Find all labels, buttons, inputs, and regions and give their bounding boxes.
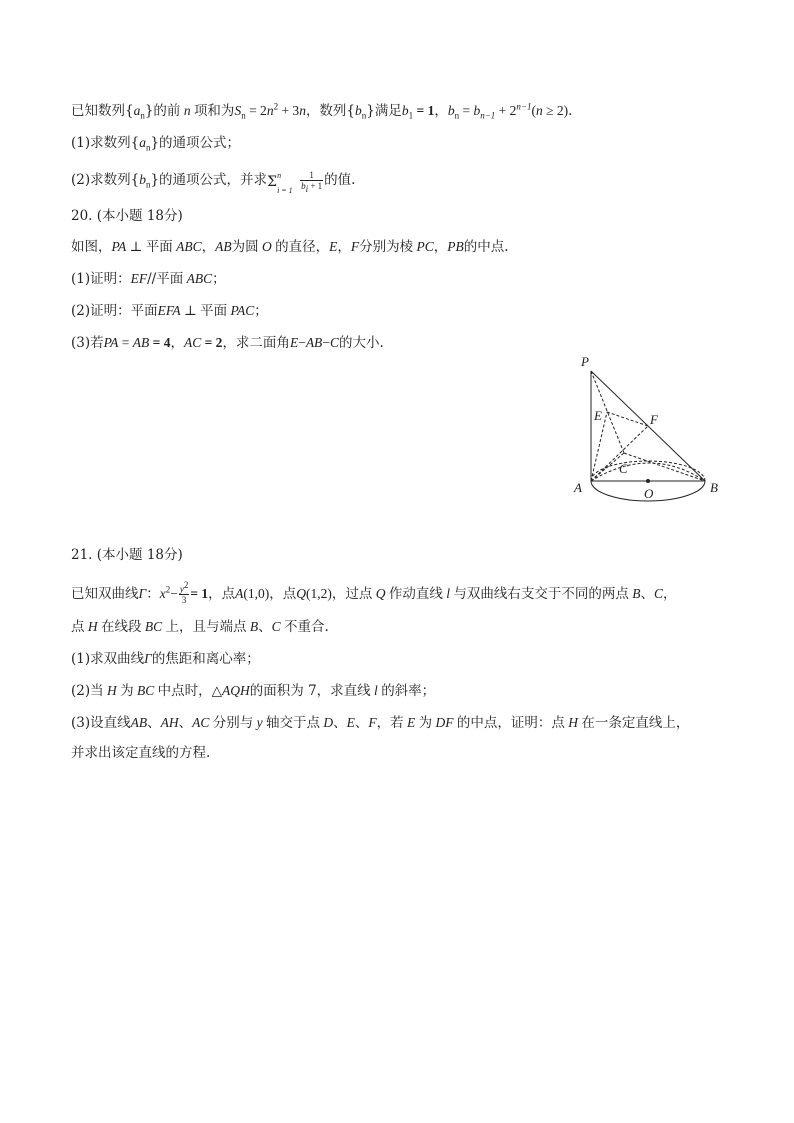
label-f: F <box>650 412 658 427</box>
q21-header: 21. (本小题 18分) <box>71 547 183 563</box>
q20-part3: (3)若PA = AB = 4，AC = 2，求二面角E−AB−C的大小. <box>71 335 384 351</box>
q19-part1: (1)求数列$\{a_n\}$的通项公式； <box>71 135 241 153</box>
label-o: O <box>644 486 654 501</box>
q21-part3-line2: 并求出该定直线的方程. <box>71 745 211 761</box>
q20-header: 20. (本小题 18分) <box>71 208 183 224</box>
q21-part3: (3)设直线AB、AH、AC 分别与 y 轴交于点 D、E、F，若 E 为 DF 的中点，证明：点 H 在一条定直线上， <box>71 715 690 731</box>
q21-part1: (1)求双曲线Γ的焦距和离心率； <box>71 651 260 667</box>
center-point-o <box>646 479 650 483</box>
summation-expression: Σ n i = 1 <box>267 170 293 195</box>
label-c: C <box>619 461 628 476</box>
q20-intro: 如图，PA ⊥ 平面 ABC，AB为圆 O 的直径，E，F分别为棱 PC，PB的中点. <box>71 239 509 255</box>
q19-part2: (2)求数列$\{b_n\}$的通项公式，并求 Σ n i = 1 $\frac{1}{b_i + 1}$ 的值. <box>71 170 356 195</box>
label-a: A <box>574 480 582 495</box>
q21-part2: (2)当 H 为 BC 中点时，△AQH的面积为 7，求直线 l 的斜率； <box>71 683 436 699</box>
dihedral-arc <box>591 463 705 481</box>
label-b: B <box>710 480 718 495</box>
label-e: E <box>594 408 602 423</box>
q21-intro: 已知双曲线Γ：$x^2-$ $\frac{y^2}{3}$ = 1，点A(1,0)，点Q(1,2)，过点 Q 作动直线 l 与双曲线右支交于不同的两点 B、C， <box>71 580 677 605</box>
edge-cb <box>624 453 705 481</box>
geometry-figure <box>560 350 740 510</box>
label-p: P <box>581 354 589 369</box>
segment-ef <box>607 412 648 426</box>
q19-intro: 已知数列$\{a_n\}$的前 n 项和为$S_n = 2n^2 + 3n$，数列$\{b_n\}$满足$b_1 = 1$，$b_n = b_{n-1} + 2^{n-1}(n \ge 2)$. <box>71 101 573 121</box>
hyperbola-fraction: $\frac{y^2}{3}$ <box>179 580 189 605</box>
q20-part1: (1)证明：EF//平面 ABC； <box>71 271 226 287</box>
summation-fraction: $\frac{1}{b_i + 1}$ <box>301 170 323 194</box>
q20-part2: (2)证明：平面EFA ⊥ 平面 PAC； <box>71 303 268 319</box>
q21-intro-line2: 点 H 在线段 BC 上，且与端点 B、C 不重合. <box>71 619 329 635</box>
